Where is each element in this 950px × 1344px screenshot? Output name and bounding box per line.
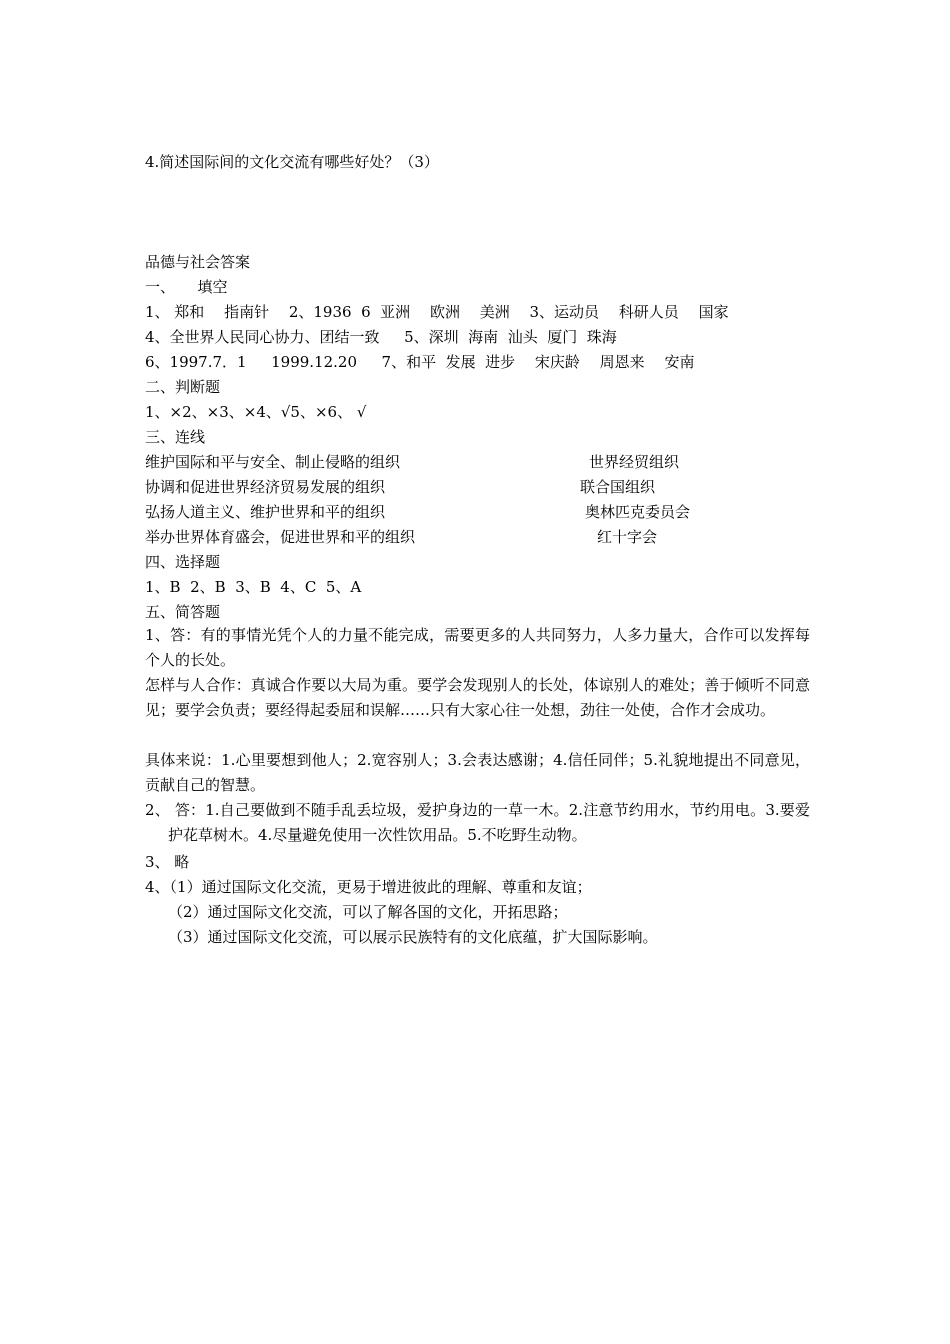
question-4: 4.简述国际间的文化交流有哪些好处？（3） [145,153,439,171]
match-left-4: 举办世界体育盛会，促进世界和平的组织 [145,528,416,546]
match-left-2: 协调和促进世界经济贸易发展的组织 [145,478,386,496]
match-right-3: 奥林匹克委员会 [585,503,691,521]
short-answer-4-item-1: 4、（1）通过国际文化交流，更易于增进彼此的理解、尊重和友谊； [145,878,592,896]
answer-title: 品德与社会答案 [145,253,251,271]
section-1-heading: 一、 填空 [145,278,228,296]
section-5-heading: 五、简答题 [145,603,221,621]
true-false-answers: 1、×2、×3、×4、√5、×6、 √ [145,403,367,421]
multiple-choice-answers: 1、B 2、B 3、B 4、C 5、A [145,578,362,596]
short-answer-1-how: 怎样与人合作：真诚合作要以大局为重。要学会发现别人的长处，体谅别人的难处；善于倾听不同意见；要学会负责；要经得起委屈和误解……只有大家心往一处想，劲往一处使，合作才会成功。 [145,676,810,719]
fill-blank-line-2: 4、全世界人民同心协力、团结一致 5、深圳 海南 汕头 厦门 珠海 [145,328,617,346]
short-answer-4-item-2: （2）通过国际文化交流，可以了解各国的文化，开拓思路； [168,903,568,921]
match-right-1: 世界经贸组织 [589,453,680,471]
section-2-heading: 二、判断题 [145,378,221,396]
short-answer-1-details: 具体来说：1.心里要想到他人；2.宽容别人；3.会表达感谢；4.信任同伴；5.礼貌地提出不同意见，贡献自己的智慧。 [145,751,810,794]
fill-blank-line-3: 6、1997.7．1 1999.12.20 7、和平 发展 进步 宋庆龄 周恩来 安南 [145,353,695,371]
match-left-1: 维护国际和平与安全、制止侵略的组织 [145,453,401,471]
short-answer-4-item-3: （3）通过国际文化交流，可以展示民族特有的文化底蕴，扩大国际影响。 [168,928,658,946]
short-answer-1: 1、答：有的事情光凭个人的力量不能完成，需要更多的人共同努力，人多力量大，合作可以发挥每个人的长处。 [145,626,810,669]
match-right-2: 联合国组织 [580,478,656,496]
section-3-heading: 三、连线 [145,428,206,446]
section-4-heading: 四、选择题 [145,553,221,571]
match-right-4: 红十字会 [597,528,658,546]
short-answer-2: 2、 答：1.自己要做到不随手乱丢垃圾，爱护身边的一草一木。2.注意节约用水，节约用电。3.要爱护花草树木。4.尽量避免使用一次性饮用品。5.不吃野生动物。 [145,801,810,844]
fill-blank-line-1: 1、 郑和 指南针 2、1936 6 亚洲 欧洲 美洲 3、运动员 科研人员 国家 [145,303,729,321]
short-answer-3: 3、 略 [145,853,190,871]
match-left-3: 弘扬人道主义、维护世界和平的组织 [145,503,386,521]
